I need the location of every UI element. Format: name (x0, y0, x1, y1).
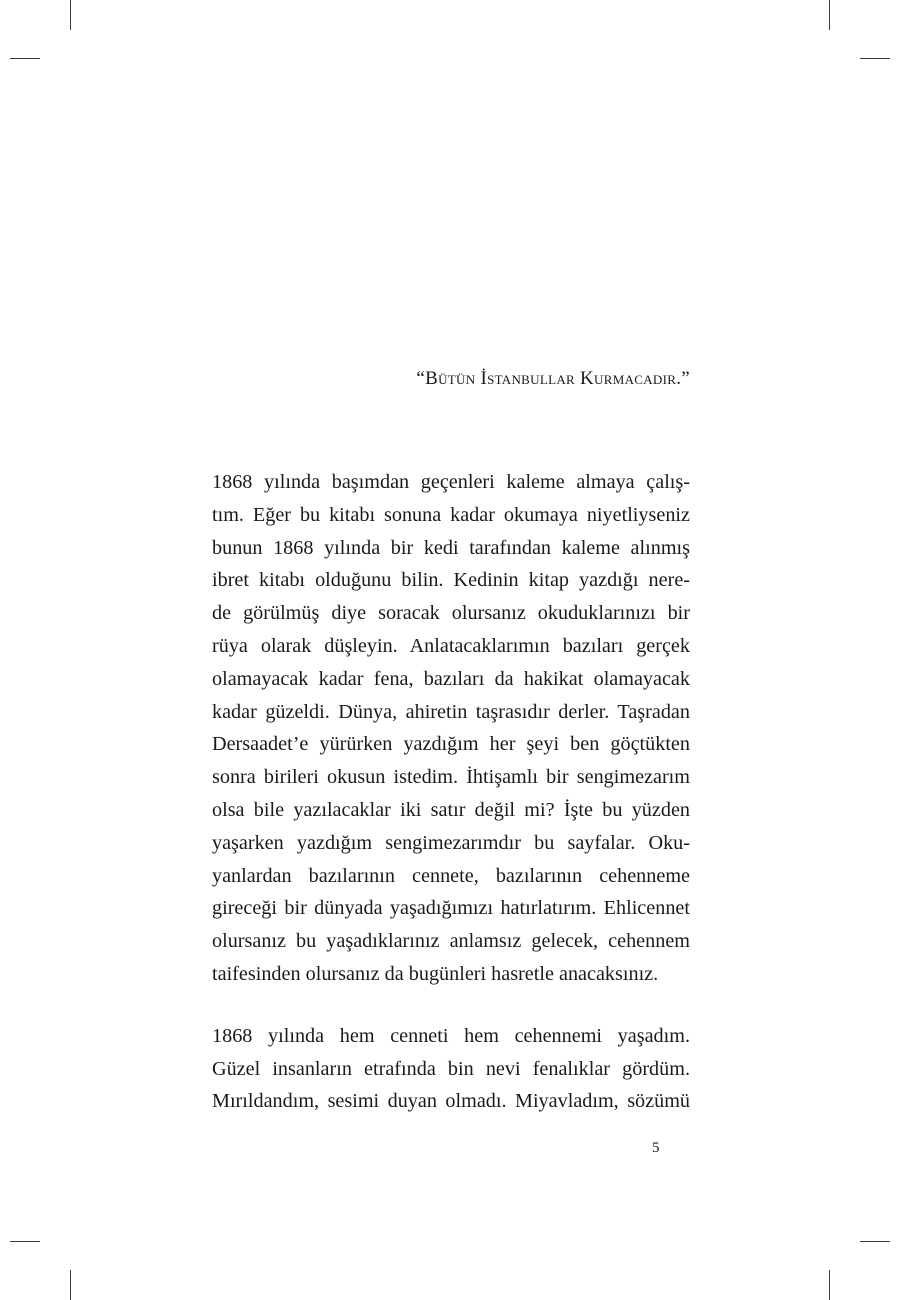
text-line: rüya olarak düşleyin. Anlatacaklarımın bazıları gerçek (212, 634, 690, 657)
page-number: 5 (652, 1140, 660, 1156)
crop-mark-top-right (829, 0, 830, 30)
epigraph-text: Bütün İstanbullar Kurmacadır. (425, 368, 682, 389)
paragraph-gap (212, 991, 690, 1020)
text-line: bunun 1868 yılında bir kedi tarafından kaleme alınmış (212, 536, 690, 559)
text-line: olursanız bu yaşadıklarınız anlamsız gelecek, cehennem (212, 930, 690, 953)
paragraph-1 (212, 466, 690, 991)
text-line: 1868 yılında başımdan geçenleri kaleme almaya çalış- (212, 471, 690, 493)
crop-mark-bottom-right (829, 1270, 830, 1300)
text-line: 1868 yılında hem cenneti hem cehennemi yaşadım. (212, 1024, 690, 1047)
crop-mark-bottom-left (70, 1270, 71, 1300)
text-line: yaşarken yazdığım sengimezarımdır bu sayfalar. Oku- (212, 831, 690, 854)
epigraph (212, 368, 690, 390)
text-line: olamayacak kadar fena, bazıları da hakikat olamayacak (212, 667, 690, 690)
epigraph-close-quote: ” (681, 368, 690, 389)
epigraph-open-quote: “ (416, 368, 426, 389)
crop-mark-top-left (70, 0, 71, 30)
text-line: yanlardan bazılarının cennete, bazılarının cehenneme (212, 864, 690, 887)
crop-mark-top-right-h (860, 58, 890, 59)
text-line: de görülmüş diye soracak olursanız okuduklarınızı bir (212, 602, 690, 625)
text-line: taifesinden olursanız da bugünleri hasretle anacaksınız. (212, 962, 659, 985)
crop-mark-bottom-right-h (860, 1241, 890, 1242)
text-line: sonra birileri okusun istedim. İhtişamlı bir sengimezarım (212, 766, 690, 789)
text-line: Dersaadet’e yürürken yazdığım her şeyi ben göçtükten (212, 733, 690, 756)
text-line: tım. Eğer bu kitabı sonuna kadar okumaya niyetliyseniz (212, 503, 690, 526)
crop-mark-top-left-h (10, 58, 40, 59)
text-line: Güzel insanların etrafında bin nevi fenalıklar gördüm. (212, 1057, 690, 1080)
text-line: olsa bile yazılacaklar iki satır değil mi? İşte bu yüzden (212, 798, 690, 821)
crop-mark-bottom-left-h (10, 1241, 40, 1242)
text-line: kadar güzeldi. Dünya, ahiretin taşrasıdır derler. Taşradan (212, 700, 690, 723)
text-line: gireceği bir dünyada yaşadığımızı hatırlatırım. Ehlicennet (212, 897, 690, 920)
text-line: Mırıldandım, sesimi duyan olmadı. Miyavladım, sözümü (212, 1090, 690, 1113)
text-line: ibret kitabı olduğunu bilin. Kedinin kitap yazdığı nere- (212, 569, 690, 592)
paragraph-2 (212, 1020, 690, 1118)
body-text (212, 466, 690, 1118)
